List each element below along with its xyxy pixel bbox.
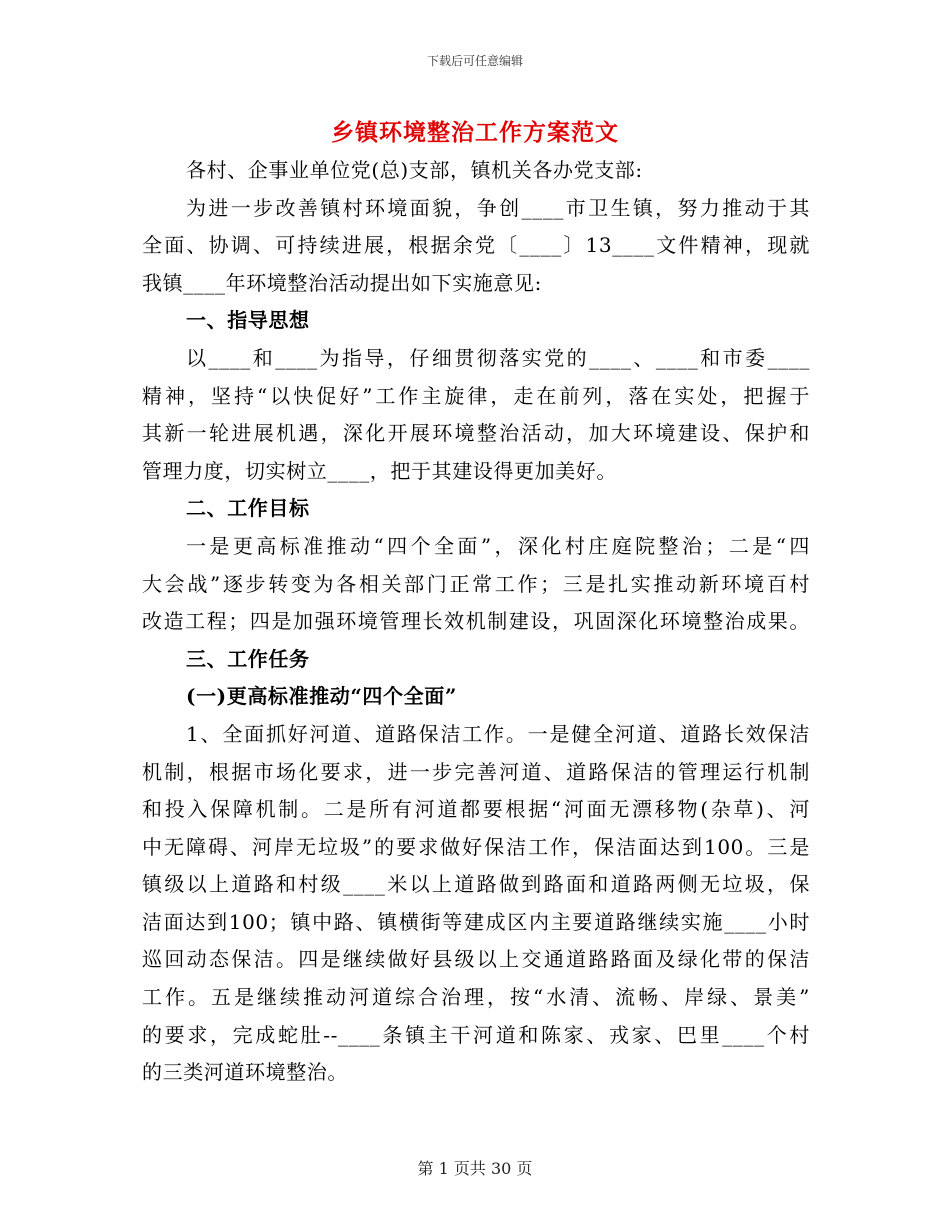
paragraph-line: 工作。五是继续推动河道综合治理，按“水清、流畅、岸绿、景美” bbox=[142, 985, 810, 1010]
section-heading: 三、工作任务 bbox=[186, 646, 310, 671]
paragraph-line: 镇级以上道路和村级____米以上道路做到路面和道路两侧无垃圾，保 bbox=[142, 872, 810, 897]
paragraph-line: 一是更高标准推动“四个全面”，深化村庄庭院整治；二是“四 bbox=[186, 533, 810, 558]
section-heading: (一)更高标准推动“四个全面” bbox=[186, 684, 457, 709]
paragraph-line: 以____和____为指导，仔细贯彻落实党的____、____和市委____ bbox=[186, 345, 810, 370]
paragraph-line: 我镇____年环境整治活动提出如下实施意见: bbox=[142, 270, 542, 295]
paragraph-line: 巡回动态保洁。四是继续做好县级以上交通道路路面及绿化带的保洁 bbox=[142, 947, 810, 972]
page-footer: 第 1 页共 30 页 bbox=[417, 1159, 533, 1178]
paragraph-line: 其新一轮进展机遇，深化开展环境整治活动，加大环境建设、保护和 bbox=[142, 421, 810, 446]
paragraph-line: 1、全面抓好河道、道路保洁工作。一是健全河道、道路长效保洁 bbox=[186, 721, 810, 746]
paragraph-line: 管理力度，切实树立____，把于其建设得更加美好。 bbox=[142, 458, 617, 483]
document-body bbox=[142, 152, 810, 1092]
paragraph-line: 改造工程；四是加强环境管理长效机制建设，巩固深化环境整治成果。 bbox=[142, 609, 810, 634]
page-header: 下载后可任意编辑 bbox=[426, 54, 523, 68]
paragraph-line: 的要求，完成蛇肚--____条镇主干河道和陈家、戎家、巴里____个村 bbox=[142, 1022, 810, 1047]
paragraph-line: 洁面达到100；镇中路、镇横街等建成区内主要道路继续实施____小时 bbox=[142, 909, 810, 934]
document-title: 乡镇环境整治工作方案范文 bbox=[331, 119, 619, 146]
paragraph-line: 中无障碍、河岸无垃圾”的要求做好保洁工作，保洁面达到100。三是 bbox=[142, 834, 810, 859]
paragraph-line: 和投入保障机制。二是所有河道都要根据“河面无漂移物(杂草)、河 bbox=[142, 797, 810, 822]
paragraph-line: 全面、协调、可持续进展，根据余党〔____〕13____文件精神，现就 bbox=[142, 233, 810, 258]
paragraph-line: 各村、企事业单位党(总)支部，镇机关各办党支部: bbox=[186, 158, 643, 182]
paragraph-line: 的三类河道环境整治。 bbox=[142, 1060, 348, 1085]
section-heading: 一、指导思想 bbox=[186, 308, 310, 333]
paragraph-line: 大会战”逐步转变为各相关部门正常工作；三是扎实推动新环境百村 bbox=[142, 571, 810, 596]
paragraph-line: 精神，坚持“以快促好”工作主旋律，走在前列，落在实处，把握于 bbox=[142, 383, 810, 408]
paragraph-line: 为进一步改善镇村环境面貌，争创____市卫生镇，努力推动于其 bbox=[186, 195, 810, 220]
paragraph-line: 机制，根据市场化要求，进一步完善河道、道路保洁的管理运行机制 bbox=[142, 759, 810, 784]
section-heading: 二、工作目标 bbox=[186, 496, 310, 521]
